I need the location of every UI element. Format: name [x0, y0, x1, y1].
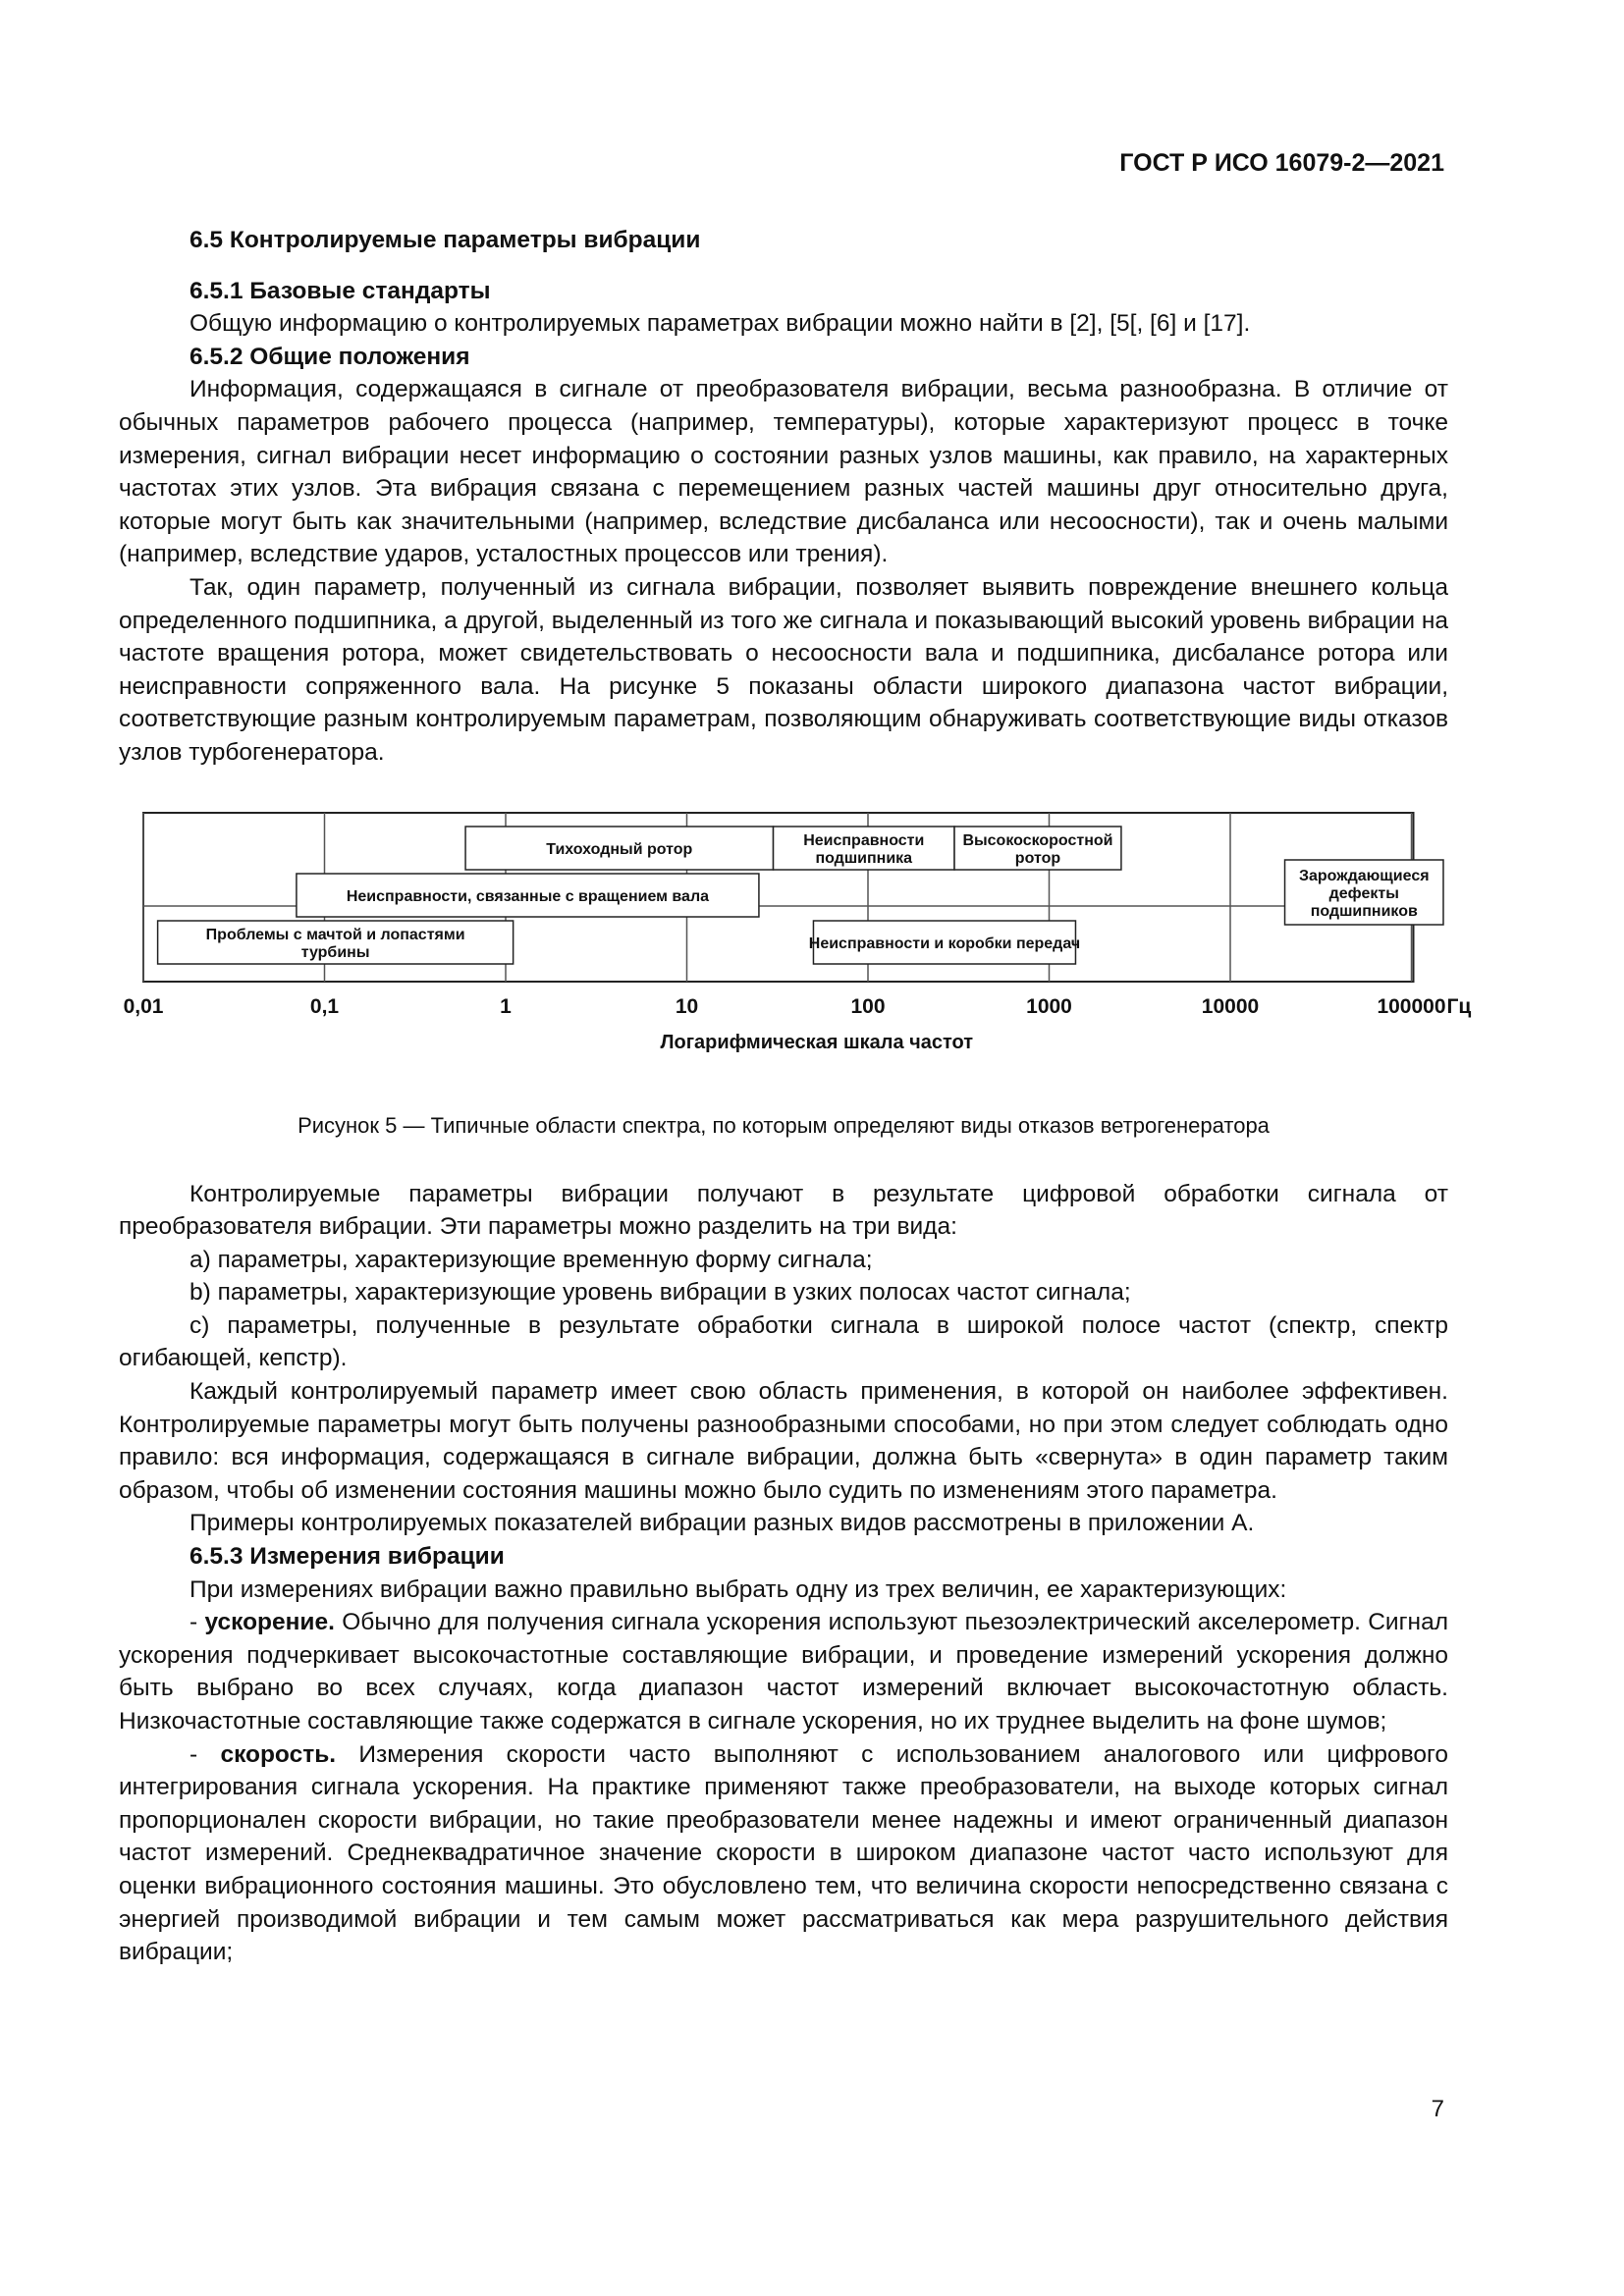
spectrum-region-label: Высокоскоростной [962, 831, 1113, 849]
acceleration-text: Обычно для получения сигнала ускорения используют пьезоэлектрический акселерометр. Сигнал ускорения подчеркивает высокочастотные составляющие вибрации, и проведение измерений ускорения должно быть выбрано во всех случаях, когда диапазон частот измерений включает высокочастотную область. Низкочастотные составляющие также содержатся в сигнале ускорения, но их труднее выделить на фоне шумов; [119, 1609, 1448, 1735]
axis-title: Логарифмическая шкала частот [660, 1031, 974, 1053]
tick-label: 0,1 [309, 994, 340, 1018]
spectrum-region-label: дефекты [1328, 884, 1399, 902]
velocity-item [119, 1738, 1448, 1969]
tick-label: 10000 [1201, 994, 1260, 1018]
tick-label: 1000 [1026, 994, 1072, 1018]
spectrum-region-label: Неисправности [803, 831, 925, 849]
spectrum-region-label: Неисправности, связанные с вращением вала [346, 887, 710, 905]
spectrum-region-label: ротор [1014, 849, 1061, 867]
spectrum-region-label: Зарождающиеся [1298, 867, 1430, 884]
tick-label: 10 [675, 994, 699, 1018]
page-content [119, 224, 1472, 1969]
tick-label: 1 [500, 994, 512, 1018]
axis-unit: Гц [1446, 994, 1472, 1018]
acceleration-item [119, 1606, 1448, 1737]
tick-label: 100 [850, 994, 886, 1018]
tick-label: 100000 [1377, 994, 1446, 1018]
spectrum-region-label: Проблемы с мачтой и лопастями [205, 926, 465, 943]
page-number: 7 [1431, 2096, 1444, 2122]
spectrum-region-label: Тихоходный ротор [546, 840, 693, 858]
dash: - [189, 1740, 221, 1768]
figure-caption: Рисунок 5 — Типичные области спектра, по которым определяют виды отказов ветрогенератора [298, 1112, 1270, 1138]
subsection-651-text: Общую информацию о контролируемых параметрах вибрации можно найти в [2], [5[, [6] и [17]. [189, 310, 1251, 338]
paragraph: Примеры контролируемых показателей вибрации разных видов рассмотрены в приложении А. [189, 1510, 1255, 1537]
section-title: 6.5 Контролируемые параметры вибрации [189, 227, 701, 253]
dash: - [189, 1609, 205, 1636]
list-item: а) параметры, характеризующие временную форму сигнала; [189, 1246, 873, 1273]
document-code: ГОСТ Р ИСО 16079-2—2021 [1119, 149, 1444, 177]
frequency-spectrum-figure [119, 803, 1472, 1097]
subsection-653-title: 6.5.3 Измерения вибрации [189, 1543, 505, 1571]
paragraph: Каждый контролируемый параметр имеет свою область применения, в которой он наиболее эффективен. Контролируемые параметры могут быть получены разнообразными способами, но при этом следует соблюдать одно правило: вся информация, содержащаяся в сигнале вибрации, должна быть «свернута» в один параметр таким образом, чтобы об изменении состояния машины можно было судить по изменениям этого параметра. [119, 1378, 1448, 1504]
spectrum-region-label: подшипника [815, 849, 913, 867]
paragraph: Контролируемые параметры вибрации получают в результате цифровой обработки сигнала от преобразователя вибрации. Эти параметры можно разделить на три вида: [119, 1180, 1448, 1241]
paragraph: Так, один параметр, полученный из сигнала вибрации, позволяет выявить повреждение внешнего кольца определенного подшипника, а другой, выделенный из того же сигнала и показывающий высокий уровень вибрации на частоте вращения ротора, может свидетельствовать о несоосности вала и подшипника, дисбалансе ротора или неисправности сопряженного вала. На рисунке 5 показаны области широкого диапазона частот вибрации, соответствующие разным контролируемым параметрам, позволяющим обнаруживать соответствующие виды отказов узлов турбогенератора. [119, 573, 1448, 766]
tick-label: 0,01 [123, 994, 164, 1018]
spectrum-region-label: турбины [300, 943, 370, 961]
subsection-652-title: 6.5.2 Общие положения [189, 343, 470, 370]
spectrum-region-label: Неисправности и коробки передач [808, 934, 1081, 952]
term-acceleration: ускорение. [204, 1609, 335, 1636]
list-item: c) параметры, полученные в результате обработки сигнала в широкой полосе частот (спектр, спектр огибающей, кепстр). [119, 1311, 1448, 1372]
subsection-651-title: 6.5.1 Базовые стандарты [189, 277, 491, 304]
spectrum-region-label: подшипников [1310, 902, 1418, 920]
list-item: b) параметры, характеризующие уровень вибрации в узких полосах частот сигнала; [189, 1279, 1131, 1307]
velocity-text: Измерения скорости часто выполняют с использованием аналогового или цифрового интегрирования сигнала ускорения. На практике применяют также преобразователи, на выходе которых сигнал пропорционален скорости вибрации, но такие преобразователи менее надежны и имеют ограниченный диапазон частот измерений. Среднеквадратичное значение скорости в широком диапазоне частот часто используют для оценки вибрационного состояния машины. Это обусловлено тем, что величина скорости непосредственно связана с энергией производимой вибрации и тем самым может рассматриваться как мера разрушительного действия вибрации; [119, 1740, 1448, 1966]
spectrum-diagram [119, 803, 1472, 1097]
term-velocity: скорость. [220, 1740, 337, 1768]
paragraph: При измерениях вибрации важно правильно выбрать одну из трех величин, ее характеризующих: [189, 1575, 1287, 1603]
paragraph: Информация, содержащаяся в сигнале от преобразователя вибрации, весьма разнообразна. В отличие от обычных параметров рабочего процесса (например, температуры), которые характеризуют процесс в точке измерения, сигнал вибрации несет информацию о состоянии разных узлов машины, как правило, на характерных частотах этих узлов. Эта вибрация связана с перемещением разных частей машины друг относительно друга, которые могут быть как значительными (например, вследствие дисбаланса или несоосности), так и очень малыми (например, вследствие ударов, усталостных процессов или трения). [119, 376, 1448, 568]
